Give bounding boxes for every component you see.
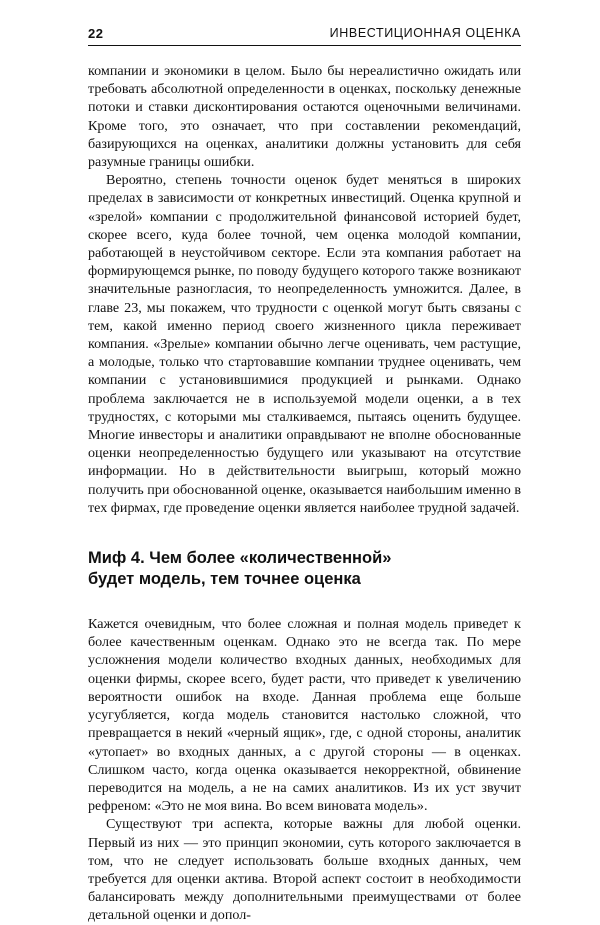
section-heading-line-2: будет модель, тем точнее оценка [88, 570, 361, 589]
page-body [88, 62, 521, 925]
running-title: ИНВЕСТИЦИОННАЯ ОЦЕНКА [329, 26, 521, 40]
page-header [88, 25, 521, 45]
page-number: 22 [88, 26, 104, 41]
header-rule [88, 45, 521, 46]
paragraph-precision: Вероятно, степень точности оценок будет меняться в широких пределах в зависимости от конкретных инвестиций. Оценка крупной и «зрелой» компании с продолжительной финансовой историей будет, скорее всего, куда более точной, чем оценка молодой компании, работающей в неустойчивом секторе. Если эта компания работает на формирующемся рынке, по поводу будущего которого также возникают значительные разногласия, то неопределенность умножится. Далее, в главе 23, мы покажем, что трудности с оценкой могут быть связаны с тем, какой именно период своего жизненного цикла переживает компания. «Зрелые» компании обычно легче оценивать, чем растущие, а молодые, только что стартовавшие компании труднее оценивать, чем компании с установившимися продукцией и рынками. Однако проблема заключается не в используемой модели оценки, а в тех трудностях, с которыми мы сталкиваемся, пытаясь оценить будущее. Многие инвесторы и аналитики оправдывают не вполне обоснованные оценки неопределенностью будущего или указывают на отсутствие информации. Но в действительности выигрыш, который можно получить при обоснованной оценке, оказывается наибольшим именно в тех фирмах, где проведение оценки является наиболее трудной задачей. [88, 172, 521, 516]
paragraph-myth-intro: Кажется очевидным, что более сложная и полная модель приведет к более качественным оценкам. Однако это не всегда так. По мере усложнения модели количество входных данных, необходимых для оценки фирмы, скорее всего, будет расти, что приведет к увеличению вероятности ошибок на входе. Данная проблема еще больше усугубляется, когда модель становится настолько сложной, что превращается в некий «черный ящик», где, с одной стороны, аналитик «утопает» во входных данных, а с другой стороны — в оценках. Слишком часто, когда оценка оказывается некорректной, обвинение переводится на модель, а не на самих аналитиков. Из их уст звучит рефреном: «Это не моя вина. Во всем виновата модель». [88, 616, 521, 815]
section-heading-line-1: Миф 4. Чем более «количественной» [88, 549, 392, 568]
paragraph-continued: компании и экономики в целом. Было бы нереалистично ожидать или требовать абсолютной определенности в оценках, поскольку денежные потоки и ставки дисконтирования остаются оценочными величинами. Кроме того, это означает, что при составлении рекомендаций, базирующихся на оценках, аналитики должны установить для себя разумные границы ошибки. [88, 63, 521, 171]
section-heading [88, 548, 521, 590]
paragraph-three-aspects: Существуют три аспекта, которые важны для любой оценки. Первый из них — это принцип экономии, суть которого заключается в том, что не следует использовать больше входных данных, чем требуется для оценки актива. Второй аспект состоит в необходимости балансировать между дополнительными преимуществами от более детальной оценки и допол- [88, 816, 521, 924]
